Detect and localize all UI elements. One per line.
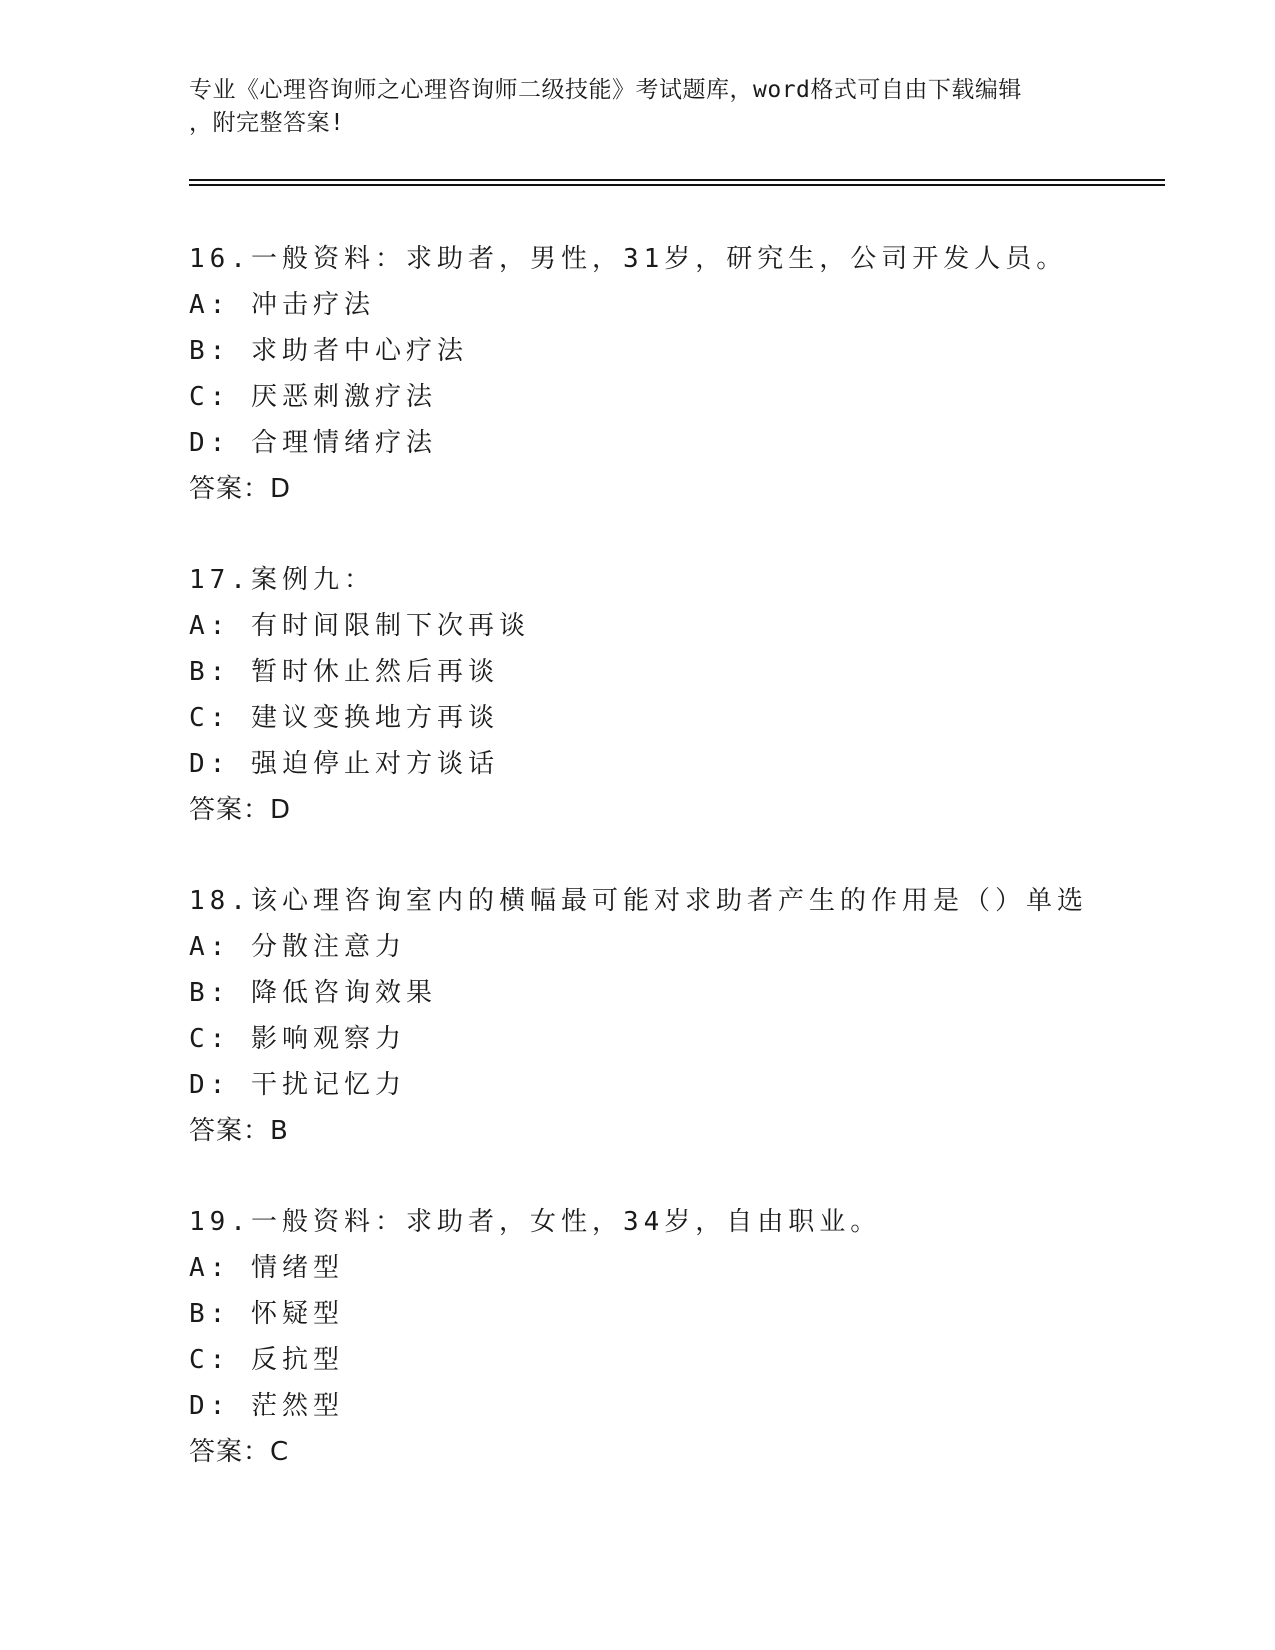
header-divider-top bbox=[189, 179, 1165, 181]
header-line-2: ，附完整答案! bbox=[189, 110, 345, 136]
option-c: C: 影响观察力 bbox=[189, 1024, 406, 1054]
question-stem: 19.一般资料：求助者，女性，34岁，自由职业。 bbox=[189, 1207, 882, 1237]
option-a: A: 分散注意力 bbox=[189, 932, 406, 962]
option-a: A: 情绪型 bbox=[189, 1253, 344, 1283]
question-16 bbox=[189, 236, 1169, 512]
answer-line: 答案：B bbox=[189, 1116, 289, 1146]
question-list bbox=[189, 236, 1169, 1520]
option-b: B: 暂时休止然后再谈 bbox=[189, 657, 499, 687]
option-d: D: 合理情绪疗法 bbox=[189, 428, 437, 458]
option-a: A: 冲击疗法 bbox=[189, 290, 375, 320]
option-d: D: 干扰记忆力 bbox=[189, 1070, 406, 1100]
answer-line: 答案：D bbox=[189, 474, 292, 504]
option-d: D: 茫然型 bbox=[189, 1391, 344, 1421]
option-b: B: 求助者中心疗法 bbox=[189, 336, 468, 366]
document-header bbox=[189, 74, 1089, 140]
option-a: A: 有时间限制下次再谈 bbox=[189, 611, 530, 641]
header-line-1: 专业《心理咨询师之心理咨询师二级技能》考试题库，word格式可自由下载编辑 bbox=[189, 77, 1022, 103]
question-19 bbox=[189, 1199, 1169, 1475]
header-divider-bottom bbox=[189, 184, 1165, 186]
question-stem: 17.案例九： bbox=[189, 565, 375, 595]
question-stem: 16.一般资料：求助者，男性，31岁，研究生，公司开发人员。 bbox=[189, 244, 1068, 274]
option-b: B: 怀疑型 bbox=[189, 1299, 344, 1329]
option-d: D: 强迫停止对方谈话 bbox=[189, 749, 499, 779]
question-stem: 18.该心理咨询室内的横幅最可能对求助者产生的作用是（）单选 bbox=[189, 886, 1088, 916]
question-18 bbox=[189, 878, 1169, 1154]
option-c: C: 反抗型 bbox=[189, 1345, 344, 1375]
answer-line: 答案：D bbox=[189, 795, 292, 825]
option-b: B: 降低咨询效果 bbox=[189, 978, 437, 1008]
option-c: C: 建议变换地方再谈 bbox=[189, 703, 499, 733]
question-17 bbox=[189, 557, 1169, 833]
answer-line: 答案：C bbox=[189, 1437, 290, 1467]
option-c: C: 厌恶刺激疗法 bbox=[189, 382, 437, 412]
